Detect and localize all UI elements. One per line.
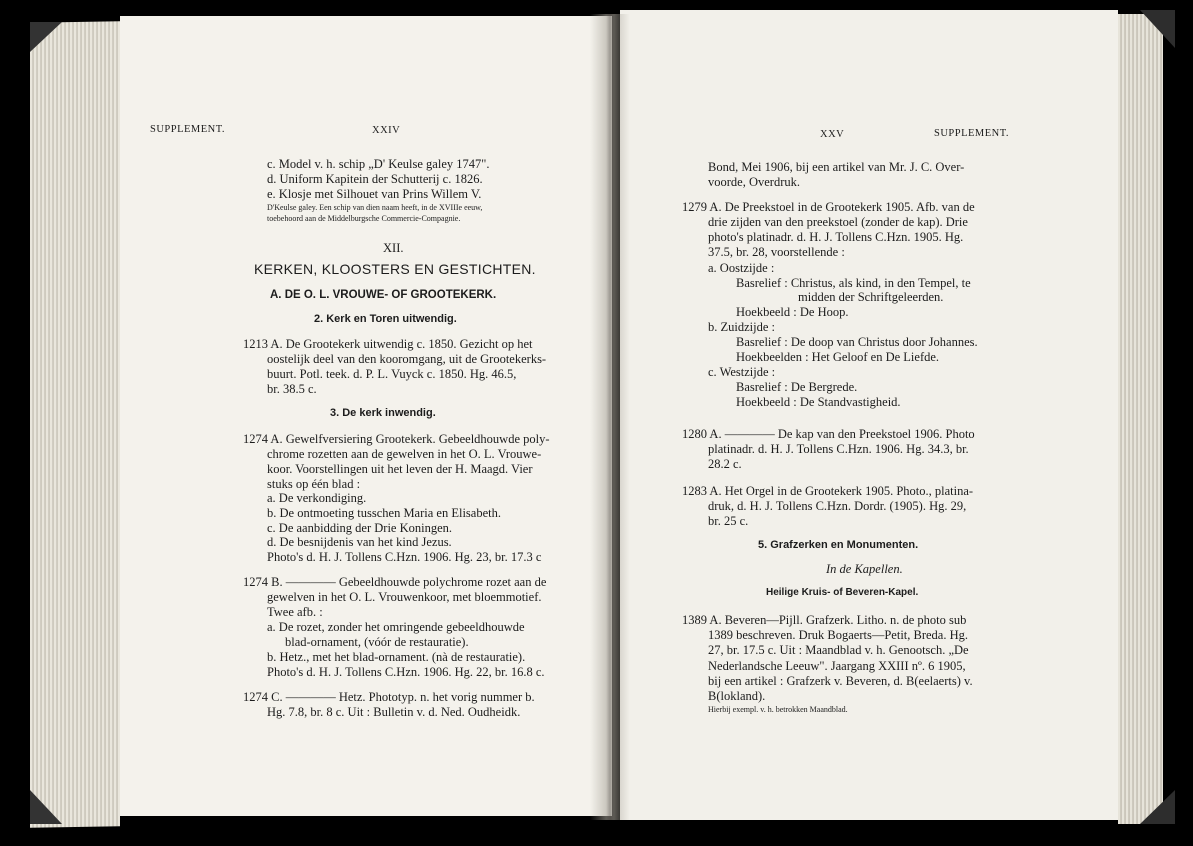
text-line: blad-ornament, (vóór de restauratie). [285,635,469,649]
catalogue-entry-line: 1274 B. ———— Gebeeldhouwde polychrome rozet aan de [243,575,547,589]
text-line: a. De verkondiging. [267,491,367,505]
text-line: bij een artikel : Grafzerk v. Beveren, d. B(eelaerts) v. [708,674,973,688]
catalogue-entry-line: 1274 C. ———— Hetz. Phototyp. n. het vorig nummer b. [243,690,535,704]
text-line: br. 25 c. [708,514,749,528]
text-line: Basrelief : De Bergrede. [736,380,858,394]
book-gutter [590,14,630,820]
text-line: 28.2 c. [708,457,742,471]
text-line: Hoekbeeld : De Hoop. [736,305,849,319]
cover-corner-top-left [30,22,62,52]
catalogue-entry-line: 1213 A. De Grootekerk uitwendig c. 1850. Gezicht op het [243,337,533,351]
subsection-heading: 3. De kerk inwendig. [330,407,436,419]
text-line: 1389 beschreven. Druk Bogaerts—Petit, Breda. Hg. [708,628,969,642]
text-line: chrome rozetten aan de gewelven in het O. L. Vrouwe- [267,447,542,461]
text-line: voorde, Overdruk. [708,175,800,189]
cover-corner-top-right [1140,10,1175,48]
text-line: platinadr. d. H. J. Tollens C.Hzn. 1906. Hg. 34.3, br. [708,442,969,456]
footnote-line: toebehoord aan de Middelburgsche Commercie-Compagnie. [267,214,461,223]
catalogue-entry-line: 1280 A. ———— De kap van den Preekstoel 1906. Photo [682,427,975,441]
text-line: e. Klosje met Silhouet van Prins Willem V. [267,187,482,201]
text-line: a. De rozet, zonder het omringende gebeeldhouwde [267,620,525,634]
section-heading: A. DE O. L. VROUWE- OF GROOTEKERK. [270,289,497,301]
text-line: Photo's d. H. J. Tollens C.Hzn. 1906. Hg. 23, br. 17.3 c [267,550,542,564]
text-line: gewelven in het O. L. Vrouwenkoor, met bloemmotief. [267,590,542,604]
text-line: drie zijden van den preekstoel (zonder de kap). Drie [708,215,968,229]
text-line: Twee afb. : [267,605,323,619]
text-line: photo's platinadr. d. H. J. Tollens C.Hzn. 1905. Hg. [708,230,964,244]
footnote-line: Hierbij exempl. v. h. betrokken Maandblad. [708,705,848,714]
page-number-right: XXV [820,129,845,140]
text-line: Basrelief : Christus, als kind, in den Tempel, te [736,276,971,290]
text-line: d. Uniform Kapitein der Schutterij c. 1826. [267,172,483,186]
catalogue-entry-line: 1274 A. Gewelfversiering Grootekerk. Gebeeldhouwde poly- [243,432,550,446]
catalogue-entry-line: 1279 A. De Preekstoel in de Grootekerk 1905. Afb. van de [682,200,975,214]
text-line: Hoekbeeld : De Standvastigheid. [736,395,901,409]
page-number-left: XXIV [372,125,401,136]
text-line: Nederlandsche Leeuw". Jaargang XXIII nº. 6 1905, [708,659,966,673]
text-line: b. Hetz., met het blad-ornament. (nà de restauratie). [267,650,526,664]
text-line: b. Zuidzijde : [708,320,775,334]
text-line: buurt. Potl. teek. d. P. L. Vuyck c. 1850. Hg. 46.5, [267,367,517,381]
subsection-subheading: In de Kapellen. [826,562,903,576]
cover-corner-bottom-right [1140,790,1175,824]
text-line: koor. Voorstellingen uit het leven der H. Maagd. Vier [267,462,533,476]
text-line: B(lokland). [708,689,766,703]
text-line: c. Model v. h. schip „D' Keulse galey 1747". [267,157,490,171]
subsection-heading: 5. Grafzerken en Monumenten. [758,539,919,551]
text-line: c. De aanbidding der Drie Koningen. [267,521,453,535]
running-header-left: SUPPLEMENT. [150,124,226,135]
text-line: Hg. 7.8, br. 8 c. Uit : Bulletin v. d. Ned. Oudheidk. [267,705,521,719]
text-line: 27, br. 17.5 c. Uit : Maandblad v. h. Genootsch. „De [708,643,969,657]
running-header-right: SUPPLEMENT. [934,128,1010,139]
text-line: Hoekbeelden : Het Geloof en De Liefde. [736,350,940,364]
chapter-title: KERKEN, KLOOSTERS EN GESTICHTEN. [254,261,536,277]
text-line: Basrelief : De doop van Christus door Johannes. [736,335,978,349]
text-line: d. De besnijdenis van het kind Jezus. [267,535,452,549]
text-line: 37.5, br. 28, voorstellende : [708,245,845,259]
catalogue-entry-line: 1389 A. Beveren—Pijll. Grafzerk. Litho. n. de photo sub [682,613,967,627]
right-page-edges [1118,14,1163,824]
right-page [620,10,1118,820]
catalogue-entry-line: 1283 A. Het Orgel in de Grootekerk 1905. Photo., platina- [682,484,974,498]
text-line: Photo's d. H. J. Tollens C.Hzn. 1906. Hg. 22, br. 16.8 c. [267,665,545,679]
text-line: Bond, Mei 1906, bij een artikel van Mr. J. C. Over- [708,160,965,174]
text-line: stuks op één blad : [267,477,361,491]
subsection-heading: 2. Kerk en Toren uitwendig. [314,313,457,325]
left-page-edges [30,21,120,828]
text-line: a. Oostzijde : [708,261,775,275]
text-line: br. 38.5 c. [267,382,317,396]
footnote-line: D'Keulse galey. Een schip van dien naam heeft, in de XVIIIe eeuw, [267,203,483,212]
text-line: c. Westzijde : [708,365,776,379]
chapter-number: XII. [383,241,404,255]
text-line: oostelijk deel van den kooromgang, uit de Grootekerks- [267,352,547,366]
text-line: midden der Schriftgeleerden. [798,290,944,304]
cover-corner-bottom-left [30,790,62,824]
text-line: b. De ontmoeting tusschen Maria en Elisabeth. [267,506,501,520]
text-line: druk, d. H. J. Tollens C.Hzn. Dordr. (1905). Hg. 29, [708,499,967,513]
chapel-heading: Heilige Kruis- of Beveren-Kapel. [766,587,919,598]
